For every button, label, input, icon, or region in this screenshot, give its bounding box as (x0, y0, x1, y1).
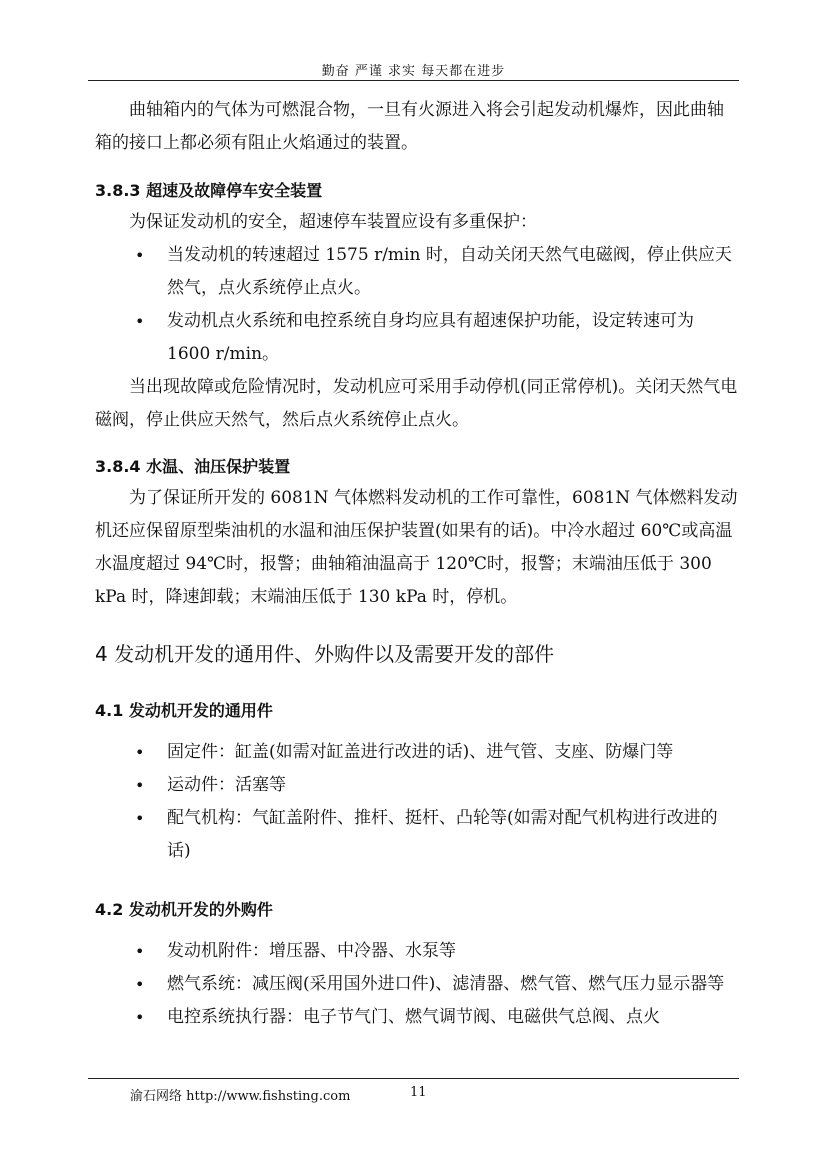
intro-paragraph: 曲轴箱内的气体为可燃混合物，一旦有火源进入将会引起发动机爆炸，因此曲轴箱的接口上都必须有阻止火焰通过的装置。 (95, 100, 724, 153)
section-3-8-4-paragraph: 为了保证所开发的 6081N 气体燃料发动机的工作可靠性，6081N 气体燃料发动机还应保留原型柴油机的水温和油压保护装置(如果有的话)。中冷水超过 60℃或高温水温度超过 94℃时，报警；曲轴箱油温高于 120℃时，报警；末端油压低于 300 kPa 时，降速卸载；末端油压低于 130 kPa 时，停机。 (95, 488, 738, 607)
bullet-icon: • (135, 743, 145, 762)
page-number: 11 (410, 1085, 427, 1100)
bullet-icon: • (135, 809, 145, 828)
list-item: • 当发动机的转速超过 1575 r/min 时，自动关闭天然气电磁阀，停止供应天然气，点火系统停止点火。 (135, 239, 740, 305)
page-footer (130, 1085, 427, 1104)
bullet-icon: • (135, 246, 145, 265)
bullet-icon: • (135, 776, 145, 795)
footer-rule (88, 1078, 739, 1079)
bullet-icon: • (135, 975, 145, 994)
page-header-motto: 勤奋 严谨 求实 每天都在进步 (321, 64, 506, 79)
section-3-8-3-heading: 3.8.3 超速及故障停车安全装置 (95, 181, 323, 200)
section-4-2-bullet-list (135, 935, 740, 1034)
list-item: • 发动机点火系统和电控系统自身均应具有超速保护功能，设定转速可为 1600 r/min。 (135, 305, 740, 371)
list-item: • 发动机附件：增压器、中冷器、水泵等 (135, 935, 740, 968)
list-item: • 配气机构：气缸盖附件、推杆、挺杆、凸轮等(如需对配气机构进行改进的话) (135, 802, 740, 868)
section-4-2-heading: 4.2 发动机开发的外购件 (95, 900, 273, 919)
bullet-icon: • (135, 942, 145, 961)
header-rule (88, 80, 739, 81)
list-item: • 电控系统执行器：电子节气门、燃气调节阀、电磁供气总阀、点火 (135, 1001, 740, 1034)
section-3-8-3-closing: 当出现故障或危险情况时，发动机应可采用手动停机(同正常停机)。关闭天然气电磁阀，停止供应天然气，然后点火系统停止点火。 (95, 377, 738, 430)
section-3-8-3-bullet-list (135, 239, 740, 371)
section-4-heading: 4 发动机开发的通用件、外购件以及需要开发的部件 (95, 642, 555, 666)
bullet-icon: • (135, 312, 145, 331)
footer-site: 渝石网络 http://www.fishsting.com (130, 1089, 351, 1104)
section-3-8-3-lead: 为保证发动机的安全，超速停车装置应设有多重保护： (129, 212, 537, 232)
list-item: • 固定件：缸盖(如需对缸盖进行改进的话)、进气管、支座、防爆门等 (135, 736, 740, 769)
section-4-1-heading: 4.1 发动机开发的通用件 (95, 701, 273, 720)
bullet-icon: • (135, 1008, 145, 1027)
list-item: • 燃气系统：减压阀(采用国外进口件)、滤清器、燃气管、燃气压力显示器等 (135, 968, 740, 1001)
section-3-8-4-heading: 3.8.4 水温、油压保护装置 (95, 457, 291, 476)
list-item: • 运动件：活塞等 (135, 769, 740, 802)
section-4-1-bullet-list (135, 736, 740, 868)
